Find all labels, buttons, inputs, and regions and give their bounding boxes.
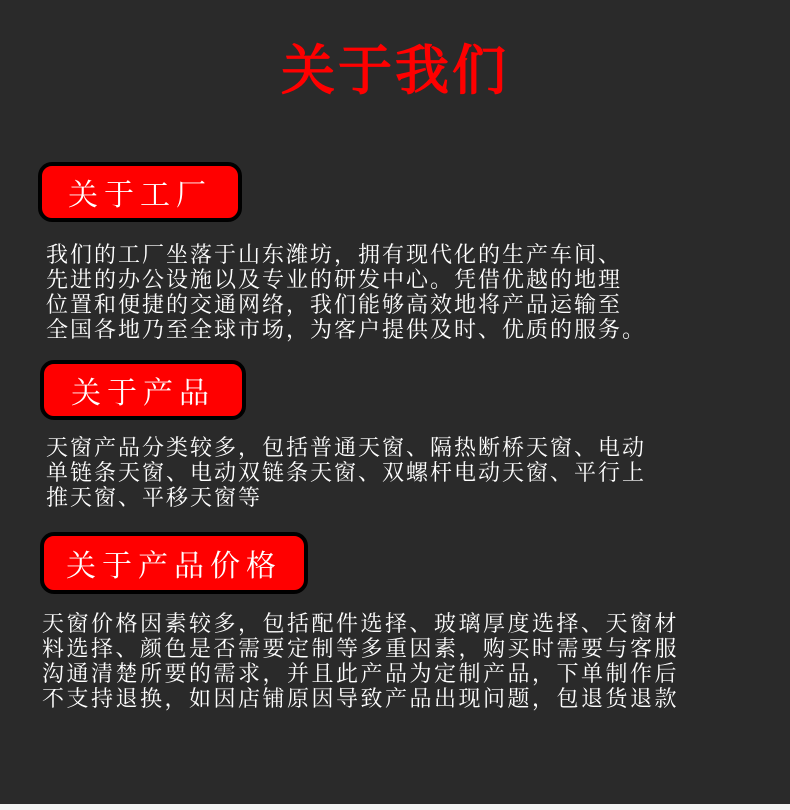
page-title: 关于我们 bbox=[281, 39, 509, 102]
text-line: 推天窗、平移天窗等 bbox=[46, 486, 263, 511]
text-line: 我们的工厂坐落于山东潍坊，拥有现代化的生产车间、 bbox=[46, 243, 623, 268]
section-text-factory bbox=[46, 243, 646, 343]
text-line: 料选择、颜色是否需要定制等多重因素，购买时需要与客服 bbox=[42, 637, 680, 662]
section-heading-factory: 关于工厂 bbox=[38, 162, 242, 222]
text-line: 全国各地乃至全球市场，为客户提供及时、优质的服务。 bbox=[46, 318, 647, 343]
text-line: 位置和便捷的交通网络，我们能够高效地将产品运输至 bbox=[46, 293, 623, 318]
section-heading-products: 关于产品 bbox=[40, 360, 246, 420]
text-line: 天窗产品分类较多，包括普通天窗、隔热断桥天窗、电动 bbox=[46, 436, 647, 461]
section-text-pricing bbox=[42, 612, 679, 712]
text-line: 单链条天窗、电动双链条天窗、双螺杆电动天窗、平行上 bbox=[46, 461, 647, 486]
text-line: 不支持退换，如因店铺原因导致产品出现问题，包退货退款 bbox=[42, 687, 680, 712]
text-line: 先进的办公设施以及专业的研发中心。凭借优越的地理 bbox=[46, 268, 623, 293]
text-line: 天窗价格因素较多，包括配件选择、玻璃厚度选择、天窗材 bbox=[42, 612, 680, 637]
bottom-divider bbox=[0, 804, 790, 810]
text-line: 沟通清楚所要的需求，并且此产品为定制产品，下单制作后 bbox=[42, 662, 680, 687]
section-text-products bbox=[46, 436, 646, 511]
section-heading-pricing: 关于产品价格 bbox=[40, 532, 308, 594]
